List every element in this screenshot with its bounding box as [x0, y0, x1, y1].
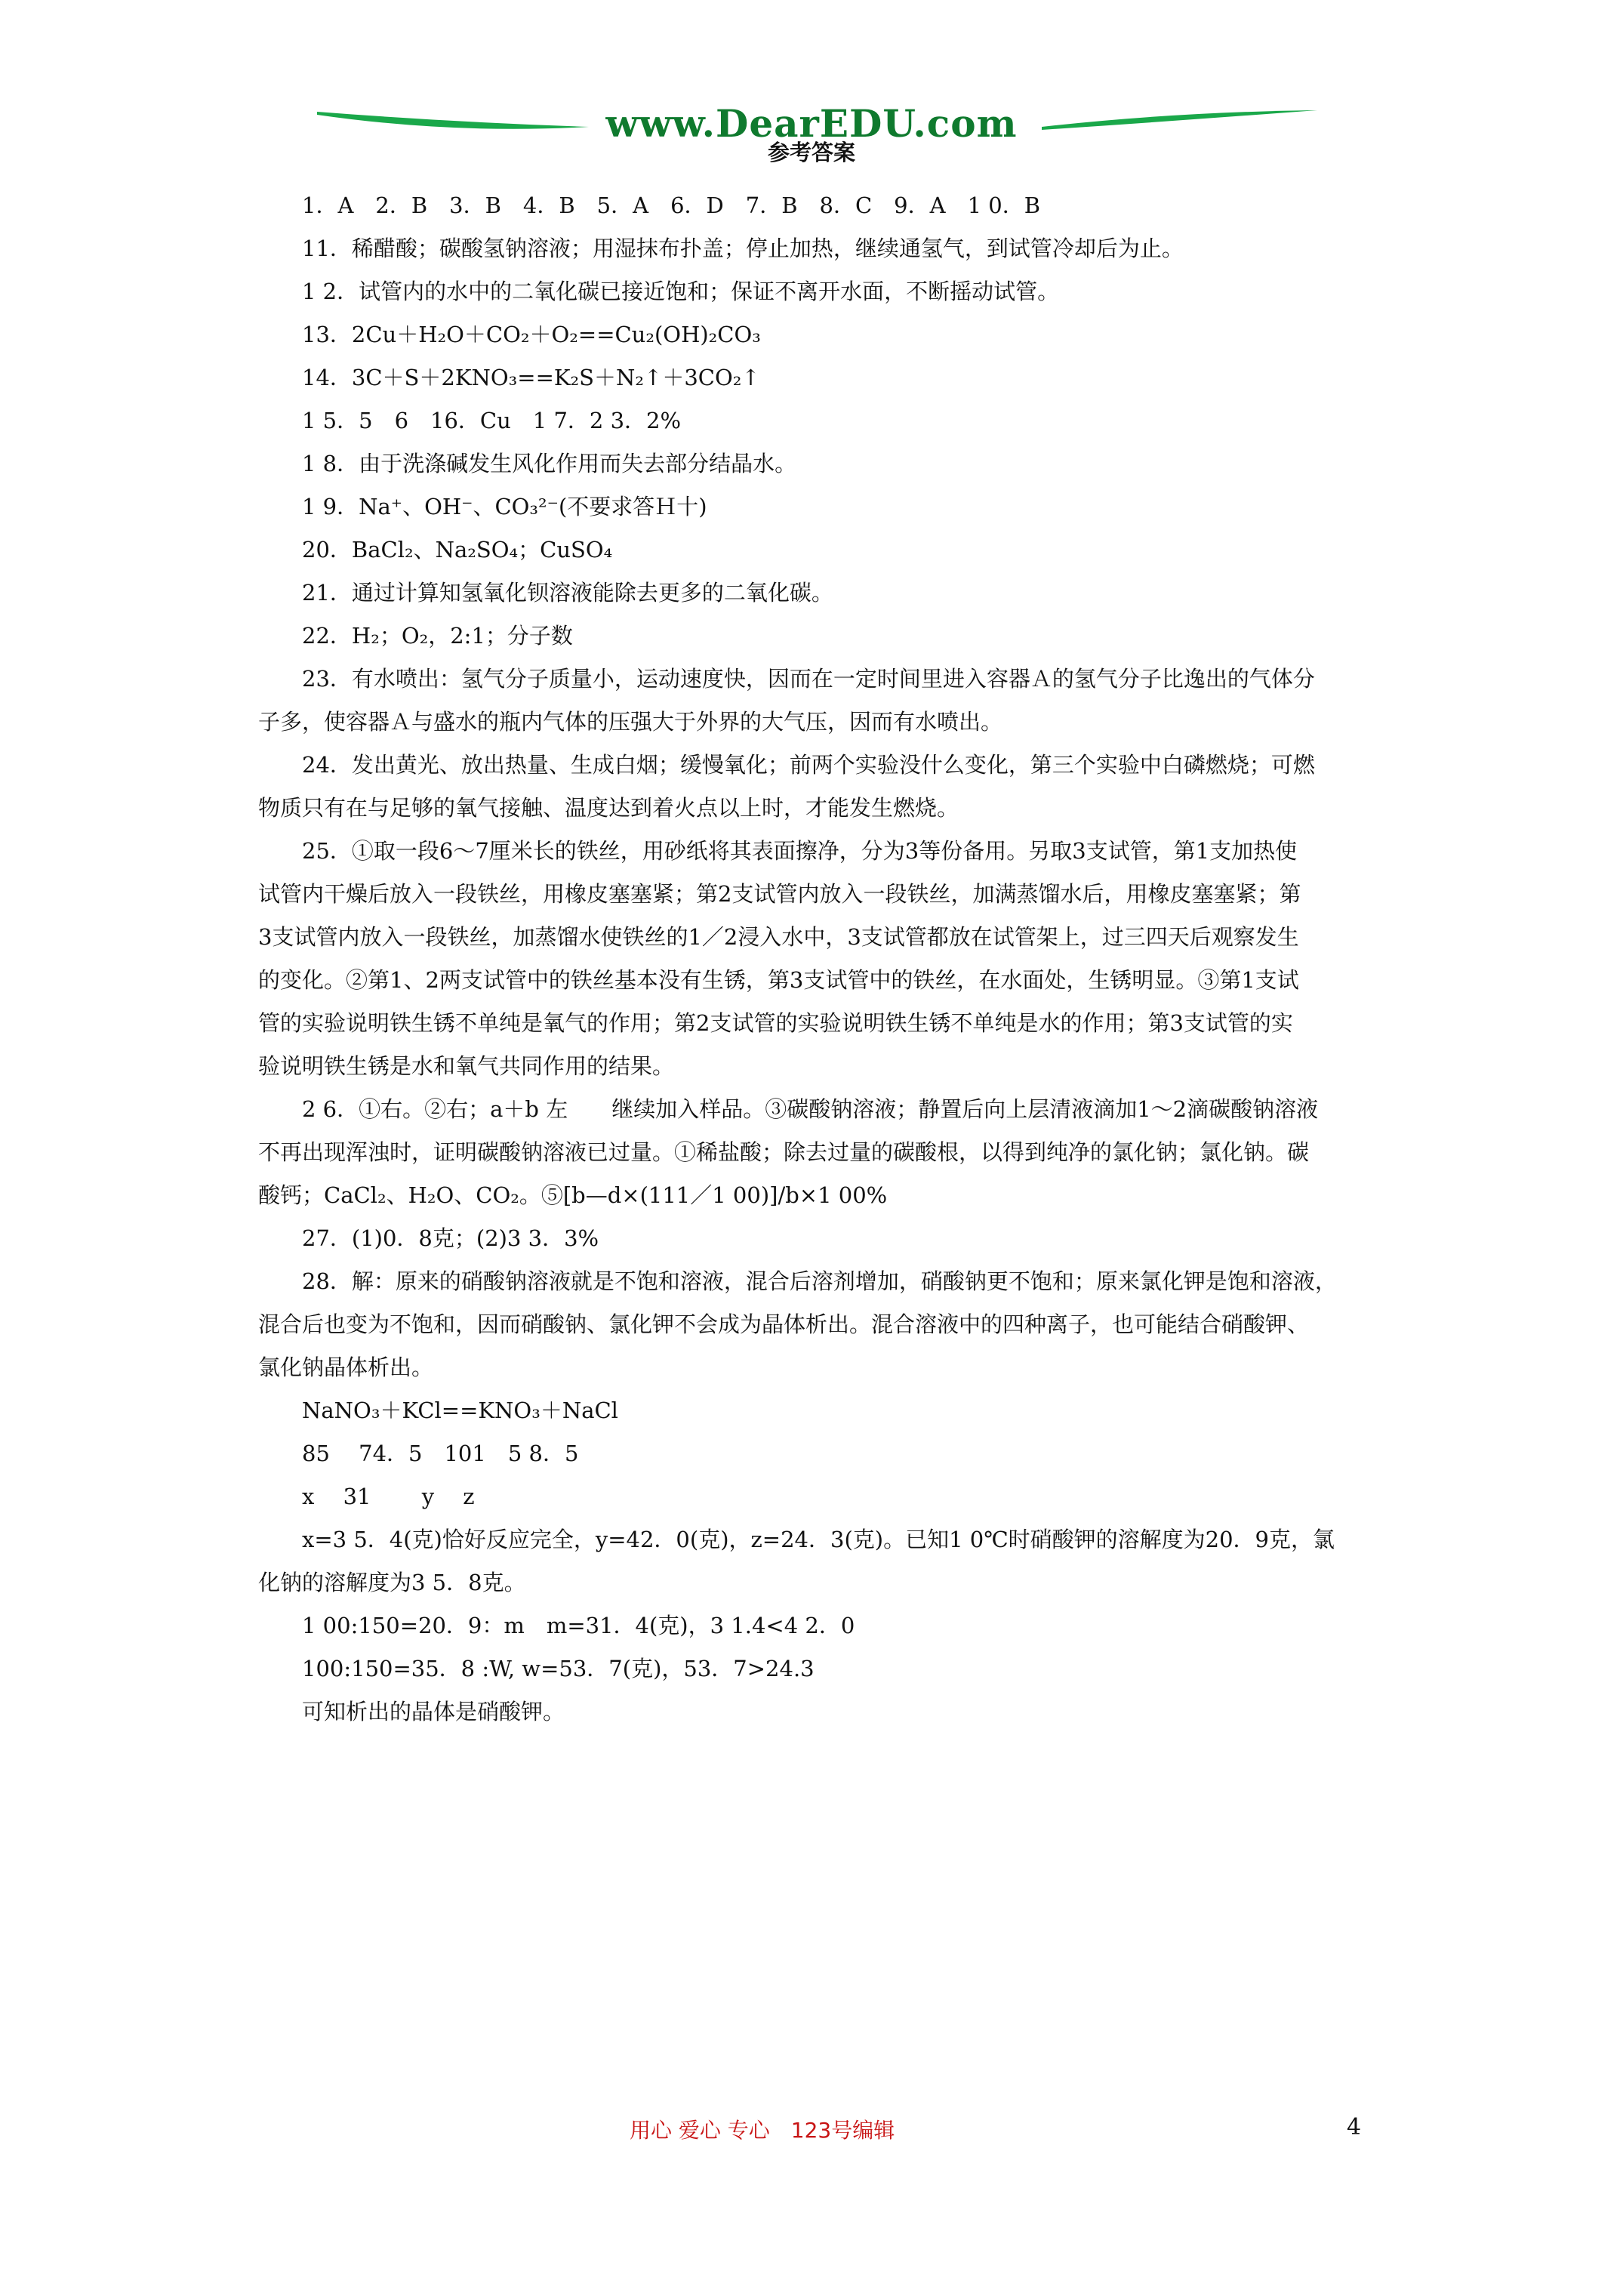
answer-line: 22．H₂；O₂，2:1；分子数 — [302, 623, 573, 649]
answer-body — [258, 184, 1409, 1734]
site-logo: www.DearEDU.com — [605, 101, 1018, 146]
answer-line: 14．3C＋S＋2KNO₃==K₂S＋N₂↑＋3CO₂↑ — [302, 365, 760, 390]
answer-line: 化钠的溶解度为3 5．8克。 — [258, 1570, 526, 1595]
answer-line: 20．BaCl₂、Na₂SO₄；CuSO₄ — [302, 537, 613, 562]
answer-line: 11．稀醋酸；碳酸氢钠溶液；用湿抹布扑盖；停止加热，继续通氢气，到试管冷却后为止。 — [302, 236, 1184, 261]
answer-line: 100:150=35．8 :W, w=53．7(克)，53．7>24.3 — [302, 1656, 815, 1681]
answer-line: 1 5．5 6 16．Cu 1 7．2 3．2% — [302, 408, 682, 433]
answer-line: 1．A 2．B 3．B 4．B 5．A 6．D 7．B 8．C 9．A 1 0．B — [302, 193, 1041, 218]
answer-line: 可知析出的晶体是硝酸钾。 — [302, 1699, 565, 1724]
page-number: 4 — [1347, 2114, 1362, 2140]
answer-line: 1 00:150=20．9：m m=31．4(克)，3 1.4<4 2．0 — [302, 1613, 855, 1638]
answer-line: 23．有水喷出：氢气分子质量小，运动速度快，因而在一定时间里进入容器Ａ的氢气分子比逸出的气体分 — [302, 666, 1315, 692]
page-title: 参考答案 — [767, 140, 855, 165]
answer-line: 1 2．试管内的水中的二氧化碳已接近饱和；保证不离开水面，不断摇动试管。 — [302, 279, 1060, 304]
answer-line: 25．①取一段6～7厘米长的铁丝，用砂纸将其表面擦净，分为3等份备用。另取3支试管，第1支加热使 — [302, 838, 1298, 864]
answer-line: 不再出现浑浊时，证明碳酸钠溶液已过量。①稀盐酸；除去过量的碳酸根，以得到纯净的氯化钠；氯化钠。碳 — [258, 1139, 1310, 1165]
answer-line: 1 9．Na⁺、OH⁻、CO₃²⁻(不要求答Ｈ十) — [302, 494, 707, 519]
answer-line: 混合后也变为不饱和，因而硝酸钠、氯化钾不会成为晶体析出。混合溶液中的四种离子，也可能结合硝酸钾、 — [258, 1311, 1310, 1337]
answer-line: x 31 y z — [302, 1484, 475, 1509]
answer-line: 13．2Cu＋H₂O＋CO₂＋O₂==Cu₂(OH)₂CO₃ — [302, 322, 761, 347]
answer-line: 1 8．由于洗涤碱发生风化作用而失去部分结晶水。 — [302, 451, 797, 476]
answer-line: 27．(1)0．8克；(2)3 3．3% — [302, 1225, 599, 1251]
answer-line: 3支试管内放入一段铁丝，加蒸馏水使铁丝的1／2浸入水中，3支试管都放在试管架上，过三四天后观察发生 — [258, 924, 1299, 950]
answer-line: 氯化钠晶体析出。 — [258, 1354, 434, 1380]
answer-line: 85 74．5 101 5 8．5 — [302, 1441, 579, 1466]
answer-line: 物质只有在与足够的氧气接触、温度达到着火点以上时，才能发生燃烧。 — [258, 795, 959, 821]
answer-line: 验说明铁生锈是水和氧气共同作用的结果。 — [258, 1053, 675, 1079]
answer-line: 酸钙；CaCl₂、H₂O、CO₂。⑤[b—d×(111／1 00)]/b×1 00% — [258, 1182, 888, 1208]
page-footer — [0, 2114, 1623, 2152]
answer-line: 试管内干燥后放入一段铁丝，用橡皮塞塞紧；第2支试管内放入一段铁丝，加满蒸馏水后，用橡皮塞塞紧；第 — [258, 881, 1301, 907]
answer-line: NaNO₃＋KCl==KNO₃＋NaCl — [302, 1398, 618, 1423]
answer-line: x=3 5．4(克)恰好反应完全，y=42．0(克)，z=24．3(克)。已知1 0℃时硝酸钾的溶解度为20．9克，氯 — [302, 1527, 1335, 1552]
answer-line: 子多，使容器Ａ与盛水的瓶内气体的压强大于外界的大气压，因而有水喷出。 — [258, 709, 1003, 735]
answer-line: 管的实验说明铁生锈不单纯是氧气的作用；第2支试管的实验说明铁生锈不单纯是水的作用；第3支试管的实 — [258, 1010, 1293, 1036]
answer-line: 24．发出黄光、放出热量、生成白烟；缓慢氧化；前两个实验没什么变化，第三个实验中白磷燃烧；可燃 — [302, 752, 1315, 778]
footer-editor-note: 用心 爱心 专心 123号编辑 — [630, 2118, 895, 2143]
answer-line: 21．通过计算知氢氧化钡溶液能除去更多的二氧化碳。 — [302, 580, 833, 606]
answer-line: 28．解：原来的硝酸钠溶液就是不饱和溶液，混合后溶剂增加，硝酸钠更不饱和；原来氯化钾是饱和溶液， — [302, 1268, 1337, 1294]
answer-line: 的变化。②第1、2两支试管中的铁丝基本没有生锈，第3支试管中的铁丝，在水面处，生锈明显。③第1支试 — [258, 967, 1299, 993]
answer-line: 2 6．①右。②右；a＋b 左 继续加入样品。③碳酸钠溶液；静置后向上层清液滴加1～2滴碳酸钠溶液 — [302, 1096, 1319, 1122]
